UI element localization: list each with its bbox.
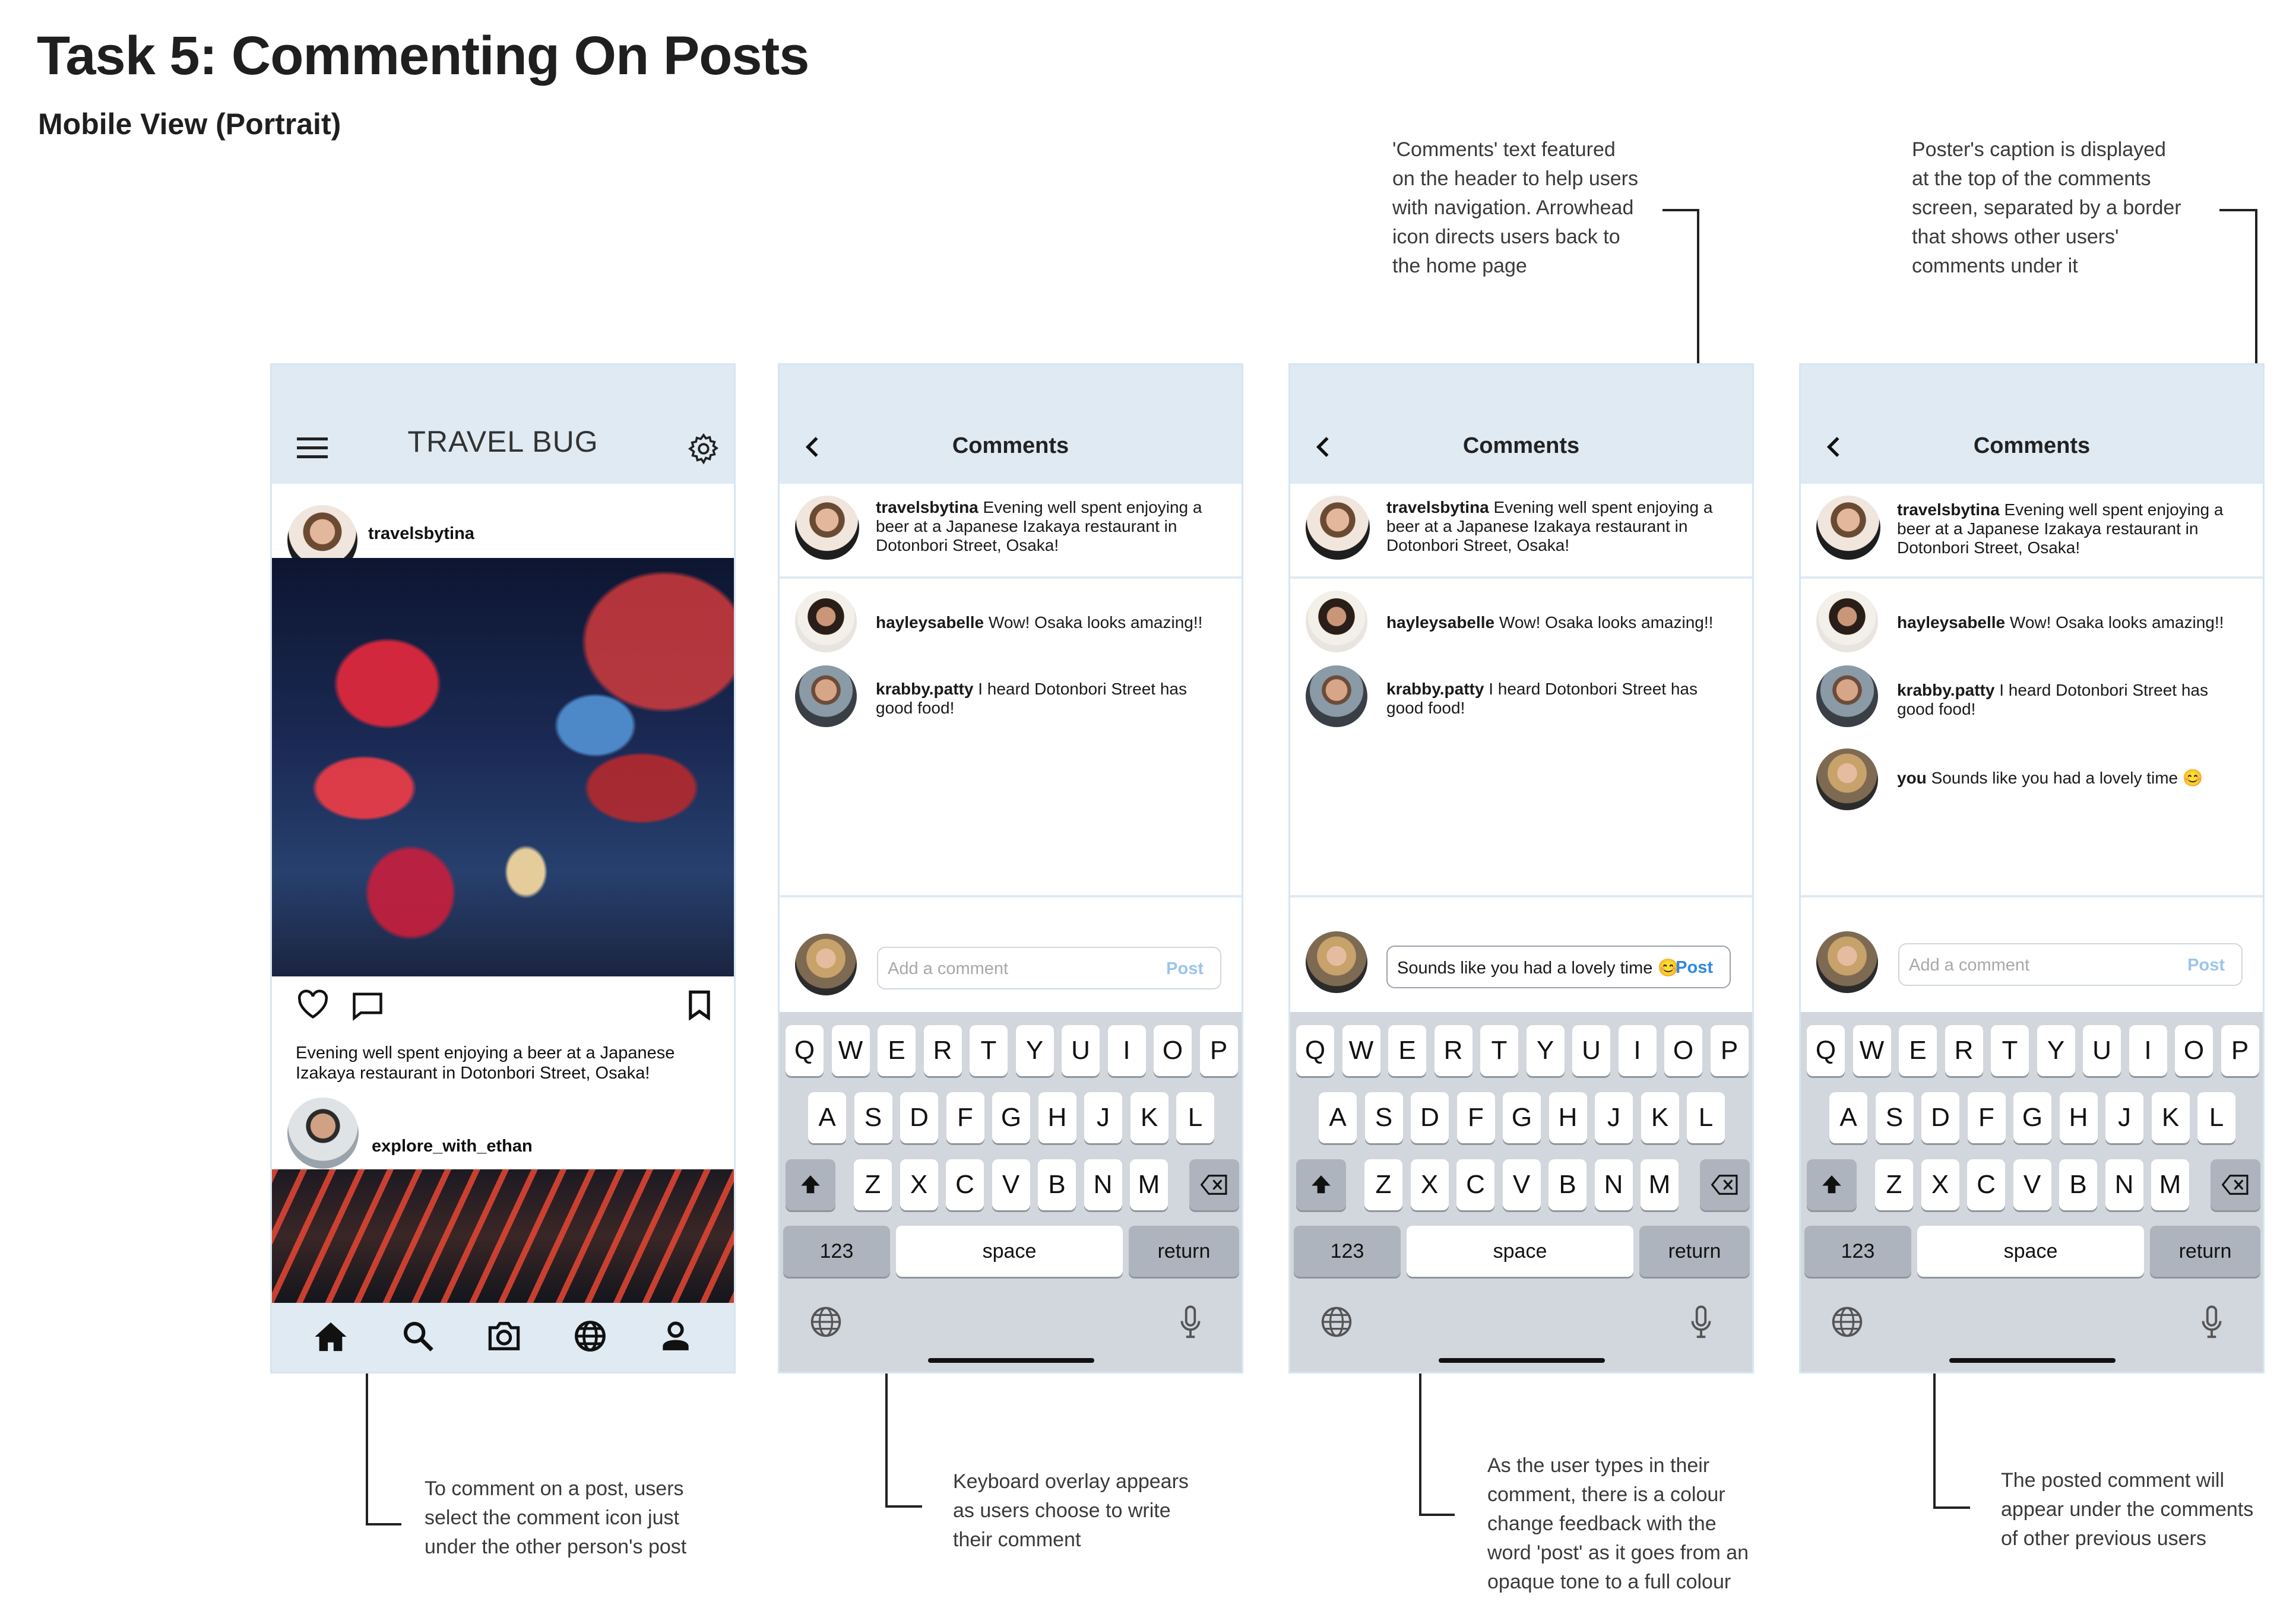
backspace-icon: [1201, 1175, 1228, 1195]
key-k[interactable]: K: [1130, 1092, 1168, 1143]
key-g[interactable]: G: [992, 1092, 1030, 1143]
key-o[interactable]: O: [1664, 1025, 1702, 1076]
key-u[interactable]: U: [1062, 1025, 1100, 1076]
phone-comments-typing: [1288, 363, 1754, 1374]
space-key[interactable]: space: [1407, 1226, 1633, 1277]
key-f[interactable]: F: [1968, 1092, 2006, 1143]
avatar[interactable]: [1306, 665, 1367, 727]
caption-comment: [1897, 500, 2241, 557]
backspace-icon: [1711, 1175, 1738, 1195]
comment-username[interactable]: hayleysabelle: [1386, 613, 1495, 632]
globe-icon[interactable]: [1320, 1305, 1353, 1338]
note-caption: Poster's caption is displayed at the top of the comments screen, separated by a border that shows other users' comments under it: [1912, 138, 2181, 277]
key-m[interactable]: M: [1130, 1159, 1168, 1210]
shift-icon: [1310, 1173, 1332, 1196]
phone-feed: [270, 363, 736, 1374]
key-z[interactable]: Z: [1875, 1159, 1913, 1210]
comment-username[interactable]: you: [1897, 769, 1927, 787]
caption-username[interactable]: travelsbytina: [1897, 500, 2000, 519]
numbers-key[interactable]: 123: [783, 1226, 890, 1277]
key-v[interactable]: V: [992, 1159, 1030, 1210]
comments-title: Comments: [1462, 433, 1580, 458]
search-icon[interactable]: [401, 1320, 435, 1353]
key-t[interactable]: T: [1991, 1025, 2029, 1076]
avatar: [1306, 931, 1367, 993]
return-key[interactable]: return: [2150, 1226, 2260, 1277]
comment-placeholder: Add a comment: [888, 959, 1009, 978]
comment-username[interactable]: krabby.patty: [1897, 681, 1995, 699]
key-a[interactable]: A: [1319, 1092, 1357, 1143]
input-divider: [1801, 895, 2263, 897]
key-g[interactable]: G: [2013, 1092, 2051, 1143]
key-j[interactable]: J: [2105, 1092, 2143, 1143]
key-n[interactable]: N: [1084, 1159, 1122, 1210]
connector-line: [366, 1523, 401, 1525]
home-indicator: [1439, 1358, 1605, 1363]
keyboard: [780, 1012, 1242, 1374]
comment-input[interactable]: [1898, 943, 2243, 986]
key-h[interactable]: H: [2060, 1092, 2098, 1143]
post-username[interactable]: explore_with_ethan: [372, 1137, 533, 1156]
page-subtitle: Mobile View (Portrait): [38, 107, 341, 141]
key-e[interactable]: E: [1899, 1025, 1937, 1076]
caption-username[interactable]: travelsbytina: [876, 498, 978, 516]
avatar[interactable]: [1306, 591, 1367, 652]
key-w[interactable]: W: [1342, 1025, 1380, 1076]
backspace-key[interactable]: [1189, 1159, 1239, 1210]
key-r[interactable]: R: [924, 1025, 962, 1076]
avatar[interactable]: [1816, 748, 1878, 810]
avatar[interactable]: [795, 665, 857, 727]
comment-username[interactable]: krabby.patty: [876, 680, 974, 698]
backspace-key[interactable]: [1700, 1159, 1750, 1210]
comments-title: Comments: [1973, 433, 2091, 458]
backspace-icon: [2222, 1175, 2249, 1195]
key-u[interactable]: U: [2083, 1025, 2121, 1076]
key-x[interactable]: X: [1411, 1159, 1449, 1210]
comment-item: [876, 680, 1220, 718]
key-t[interactable]: T: [1480, 1025, 1518, 1076]
note-keyboard: Keyboard overlay appears as users choose to write their comment: [953, 1470, 1189, 1551]
key-l[interactable]: L: [1176, 1092, 1214, 1143]
comment-icon[interactable]: [352, 991, 384, 1021]
caption-text: Evening well spent enjoying a beer at a Japanese Izakaya restaurant in Dotonbori Street, Osaka!: [1386, 498, 1713, 554]
key-b[interactable]: B: [1038, 1159, 1076, 1210]
post-button[interactable]: Post: [2187, 956, 2225, 975]
connector-line: [1419, 1514, 1455, 1516]
comment-placeholder: Add a comment: [1909, 956, 2030, 975]
key-w[interactable]: W: [832, 1025, 870, 1076]
globe-icon[interactable]: [809, 1305, 843, 1338]
key-r[interactable]: R: [1945, 1025, 1983, 1076]
key-y[interactable]: Y: [1016, 1025, 1054, 1076]
gear-icon[interactable]: [686, 432, 721, 466]
bottom-nav: [272, 1303, 734, 1374]
comments-header: [780, 365, 1242, 484]
numbers-key[interactable]: 123: [1294, 1226, 1401, 1277]
phone-comments-posted: [1799, 363, 2265, 1374]
key-m[interactable]: M: [1641, 1159, 1679, 1210]
note-posted: The posted comment will appear under the comments of other previous users: [2001, 1469, 2254, 1550]
key-i[interactable]: I: [2129, 1025, 2167, 1076]
key-p[interactable]: P: [1711, 1025, 1749, 1076]
key-q[interactable]: Q: [1807, 1025, 1845, 1076]
space-key[interactable]: space: [896, 1226, 1123, 1277]
key-q[interactable]: Q: [786, 1025, 824, 1076]
connector-line: [1933, 1506, 1970, 1509]
comment-username[interactable]: hayleysabelle: [1897, 613, 2006, 632]
avatar[interactable]: [1816, 591, 1878, 652]
key-b[interactable]: B: [2059, 1159, 2097, 1210]
key-s[interactable]: S: [854, 1092, 892, 1143]
key-f[interactable]: F: [1457, 1092, 1495, 1143]
key-c[interactable]: C: [1967, 1159, 2005, 1210]
backspace-key[interactable]: [2211, 1159, 2260, 1210]
caption-divider: [1801, 576, 2263, 579]
note-typing: As the user types in their comment, there is a colour change feedback with the word 'post' as it goes from an opaque tone to a full colour: [1487, 1454, 1749, 1593]
avatar[interactable]: [795, 496, 859, 560]
key-x[interactable]: X: [1921, 1159, 1959, 1210]
comment-text: I heard Dotonbori Street has good food!: [876, 680, 1187, 717]
key-b[interactable]: B: [1548, 1159, 1586, 1210]
page-title: Task 5: Commenting On Posts: [37, 26, 809, 86]
key-f[interactable]: F: [946, 1092, 984, 1143]
app-header: [272, 365, 734, 484]
avatar[interactable]: [795, 591, 857, 652]
shift-key[interactable]: [1296, 1159, 1346, 1210]
caption-divider: [780, 576, 1242, 579]
connector-line: [1662, 209, 1698, 211]
keyboard: [1290, 1012, 1752, 1374]
note-header: 'Comments' text featured on the header to help users with navigation. Arrowhead icon directs users back to the home page: [1392, 138, 1638, 277]
key-c[interactable]: C: [946, 1159, 984, 1210]
key-g[interactable]: G: [1503, 1092, 1541, 1143]
bookmark-icon[interactable]: [686, 989, 712, 1020]
comments-title: Comments: [952, 433, 1069, 458]
comment-text: I heard Dotonbori Street has good food!: [1897, 681, 2208, 718]
home-indicator: [928, 1358, 1094, 1363]
key-j[interactable]: J: [1595, 1092, 1633, 1143]
key-x[interactable]: X: [900, 1159, 938, 1210]
comment-text: Wow! Osaka looks amazing!!: [988, 613, 1203, 632]
comment-typed-text: Sounds like you had a lovely time 😊: [1397, 959, 1679, 978]
key-z[interactable]: Z: [854, 1159, 892, 1210]
post-caption: Evening well spent enjoying a beer at a Japanese Izakaya restaurant in Dotonbori Street, Osaka!: [296, 1043, 675, 1083]
key-s[interactable]: S: [1876, 1092, 1914, 1143]
key-i[interactable]: I: [1108, 1025, 1146, 1076]
profile-icon[interactable]: [660, 1321, 691, 1352]
key-j[interactable]: J: [1084, 1092, 1122, 1143]
key-e[interactable]: E: [878, 1025, 916, 1076]
key-s[interactable]: S: [1365, 1092, 1403, 1143]
key-d[interactable]: D: [1921, 1092, 1959, 1143]
return-key[interactable]: return: [1639, 1226, 1750, 1277]
post-button[interactable]: Post: [1676, 958, 1713, 977]
microphone-icon[interactable]: [2200, 1305, 2224, 1340]
key-u[interactable]: U: [1572, 1025, 1610, 1076]
key-v[interactable]: V: [2013, 1159, 2051, 1210]
key-c[interactable]: C: [1456, 1159, 1494, 1210]
comment-item: [876, 613, 1220, 632]
comment-item: [1897, 681, 2241, 719]
post-image: [272, 558, 734, 976]
comments-header: [1290, 365, 1752, 484]
key-h[interactable]: H: [1038, 1092, 1076, 1143]
key-e[interactable]: E: [1388, 1025, 1426, 1076]
shift-key[interactable]: [786, 1159, 835, 1210]
connector-line: [885, 1505, 922, 1508]
numbers-key[interactable]: 123: [1804, 1226, 1911, 1277]
key-d[interactable]: D: [1411, 1092, 1449, 1143]
comment-username[interactable]: hayleysabelle: [876, 613, 984, 632]
avatar: [1816, 931, 1878, 993]
comment-input[interactable]: [877, 947, 1221, 989]
key-o[interactable]: O: [1154, 1025, 1192, 1076]
key-h[interactable]: H: [1549, 1092, 1587, 1143]
phone-comments-keyboard: [778, 363, 1243, 1374]
avatar[interactable]: [1816, 496, 1880, 560]
post-username[interactable]: travelsbytina: [368, 524, 474, 543]
key-p[interactable]: P: [1200, 1025, 1238, 1076]
comment-input[interactable]: [1386, 946, 1731, 988]
comment-item: [1386, 680, 1731, 718]
keyboard: [1801, 1012, 2263, 1374]
key-k[interactable]: K: [1641, 1092, 1679, 1143]
key-n[interactable]: N: [2105, 1159, 2143, 1210]
avatar[interactable]: [1816, 665, 1878, 727]
key-o[interactable]: O: [2175, 1025, 2213, 1076]
key-l[interactable]: L: [1687, 1092, 1725, 1143]
key-y[interactable]: Y: [1527, 1025, 1565, 1076]
comment-text: I heard Dotonbori Street has good food!: [1386, 680, 1698, 717]
key-y[interactable]: Y: [2037, 1025, 2075, 1076]
avatar[interactable]: [285, 1095, 361, 1171]
key-w[interactable]: W: [1853, 1025, 1891, 1076]
microphone-icon[interactable]: [1179, 1305, 1202, 1340]
caption-text: Evening well spent enjoying a beer at a Japanese Izakaya restaurant in Dotonbori Street, Osaka!: [1897, 500, 2224, 557]
avatar[interactable]: [1306, 496, 1370, 560]
comment-text: Wow! Osaka looks amazing!!: [2009, 613, 2224, 632]
key-k[interactable]: K: [2152, 1092, 2190, 1143]
key-d[interactable]: D: [900, 1092, 938, 1143]
key-z[interactable]: Z: [1364, 1159, 1402, 1210]
key-a[interactable]: A: [1829, 1092, 1867, 1143]
connector-line: [2219, 209, 2256, 211]
comment-text: Sounds like you had a lovely time 😊: [1931, 769, 2203, 787]
caption-username[interactable]: travelsbytina: [1386, 498, 1489, 516]
camera-icon[interactable]: [487, 1321, 521, 1352]
caption-divider: [1290, 576, 1752, 579]
post-button[interactable]: Post: [1166, 959, 1204, 978]
key-t[interactable]: T: [970, 1025, 1008, 1076]
comment-item: [1897, 769, 2241, 788]
key-v[interactable]: V: [1503, 1159, 1541, 1210]
input-divider: [1290, 895, 1752, 897]
comment-text: Wow! Osaka looks amazing!!: [1499, 613, 1714, 632]
shift-icon: [799, 1173, 822, 1196]
avatar: [795, 934, 857, 995]
shift-key[interactable]: [1807, 1159, 1857, 1210]
globe-icon[interactable]: [574, 1320, 607, 1353]
input-divider: [780, 895, 1242, 897]
microphone-icon[interactable]: [1689, 1305, 1713, 1340]
globe-icon[interactable]: [1831, 1305, 1864, 1338]
post-image: [272, 1169, 734, 1303]
heart-icon[interactable]: [297, 989, 329, 1019]
home-indicator: [1949, 1358, 2116, 1363]
caption-comment: [876, 498, 1220, 555]
key-i[interactable]: I: [1619, 1025, 1657, 1076]
caption-text: Evening well spent enjoying a beer at a Japanese Izakaya restaurant in Dotonbori Street, Osaka!: [876, 498, 1202, 554]
comment-username[interactable]: krabby.patty: [1386, 680, 1484, 698]
shift-icon: [1820, 1173, 1843, 1196]
comments-header: [1801, 365, 2263, 484]
home-icon[interactable]: [314, 1321, 348, 1353]
key-m[interactable]: M: [2151, 1159, 2189, 1210]
comment-item: [1386, 613, 1731, 632]
key-a[interactable]: A: [808, 1092, 846, 1143]
app-brand: TRAVEL BUG: [407, 425, 598, 458]
key-r[interactable]: R: [1434, 1025, 1472, 1076]
note-comment-icon: To comment on a post, users select the comment icon just under the other person's post: [425, 1477, 687, 1558]
caption-comment: [1386, 498, 1731, 555]
key-l[interactable]: L: [2197, 1092, 2235, 1143]
comment-item: [1897, 613, 2241, 632]
key-n[interactable]: N: [1595, 1159, 1633, 1210]
key-p[interactable]: P: [2221, 1025, 2259, 1076]
return-key[interactable]: return: [1129, 1226, 1239, 1277]
key-q[interactable]: Q: [1296, 1025, 1334, 1076]
space-key[interactable]: space: [1917, 1226, 2144, 1277]
